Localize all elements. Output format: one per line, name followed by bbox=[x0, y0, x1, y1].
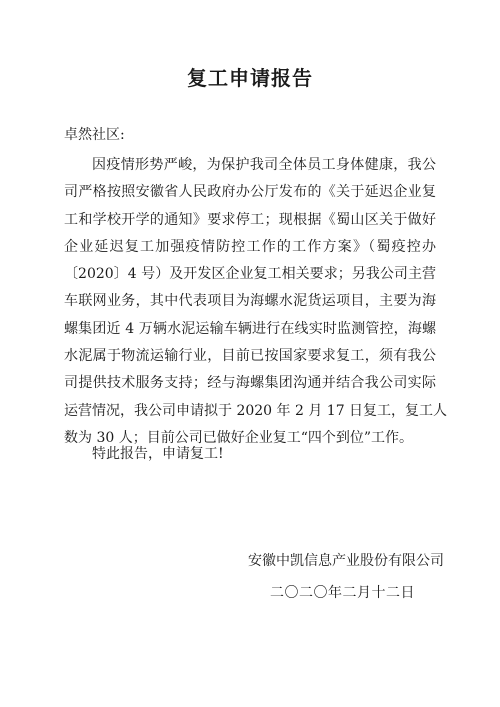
closing-statement: 特此报告，申请复工! bbox=[92, 446, 224, 462]
salutation: 卓然社区: bbox=[64, 127, 125, 143]
company-signature: 安徽中凯信息产业股份有限公司 bbox=[248, 553, 444, 569]
document-title: 复工申请报告 bbox=[187, 66, 313, 90]
body-line: 企业延迟复工加强疫情防控工作的工作方案》（蜀疫控办 bbox=[64, 238, 436, 255]
body-line: 数为 30 人；目前公司已做好企业复工“四个到位”工作。 bbox=[64, 429, 414, 446]
body-line: 司提供技术服务支持；经与海螺集团沟通并结合我公司实际 bbox=[64, 375, 436, 392]
body-line: 工和学校开学的通知》要求停工；现根据《蜀山区关于做好 bbox=[64, 211, 436, 228]
body-line: 运营情况，我公司申请拟于 2020 年 2 月 17 日复工，复工人 bbox=[64, 402, 448, 419]
body-line: 水泥属于物流运输行业，目前已按国家要求复工，须有我公 bbox=[64, 348, 436, 365]
document-body bbox=[64, 152, 448, 452]
body-line: 司严格按照安徽省人民政府办公厅发布的《关于延迟企业复 bbox=[64, 184, 436, 201]
document-date: 二〇二〇年二月十二日 bbox=[270, 585, 415, 601]
body-line: 车联网业务，其中代表项目为海螺水泥货运项目，主要为海 bbox=[64, 293, 436, 310]
body-line: 因疫情形势严峻，为保护我司全体员工身体健康，我公 bbox=[92, 157, 436, 173]
body-line: 〔2020〕4 号）及开发区企业复工相关要求；另我公司主营 bbox=[64, 266, 436, 283]
body-line: 螺集团近 4 万辆水泥运输车辆进行在线实时监测管控，海螺 bbox=[64, 320, 436, 337]
